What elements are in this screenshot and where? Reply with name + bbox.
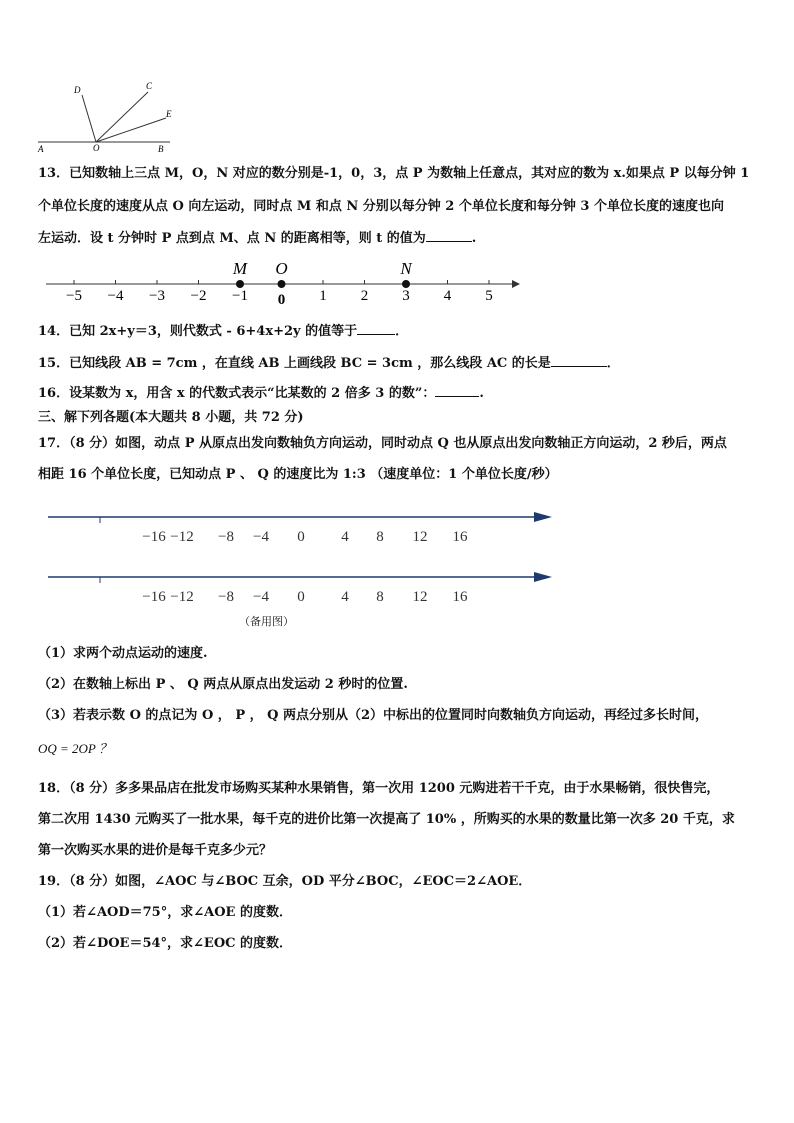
spare-figure-caption: （备用图） (239, 615, 294, 628)
q17-sub3-equation: OQ = 2OP ？ (38, 741, 112, 756)
q14-text: 14．已知 2x+y＝3，则代数式 - 6+4x+2y 的值等于 (38, 324, 358, 339)
tick-label: −16 (142, 589, 166, 605)
tick-label: 2 (360, 288, 369, 304)
tick-label: −12 (170, 529, 194, 545)
section-3-heading: 三、解下列各题(本大题共 8 小题，共 72 分) (38, 410, 304, 425)
q18-line3: 第一次购买水果的进价是每千克多少元？ (38, 843, 273, 858)
q15-suffix: ． (606, 356, 620, 371)
q19-sub2: （2）若∠DOE＝54°，求∠EOC 的度数． (38, 936, 293, 951)
tick-label: 12 (412, 589, 428, 605)
tick-label: 12 (412, 529, 428, 545)
point-label: O (275, 259, 288, 278)
label-d: D (74, 85, 81, 95)
point-label: N (400, 259, 412, 278)
tick-label: −4 (107, 288, 124, 304)
angle-figure (30, 78, 180, 154)
label-b: B (158, 144, 164, 154)
q17-sub3: （3）若表示数 O 的点记为 O ， P ， Q 两点分别从（2）中标出的位置同时向数轴负方向运动，再经过多长时间， (38, 708, 709, 723)
tick-label: 3 (402, 288, 410, 304)
q19-sub1: （1）若∠AOD＝75°，求∠AOE 的度数． (38, 905, 292, 920)
tick-label: 0 (277, 292, 286, 308)
tick-label: 4 (341, 529, 349, 545)
point-n (402, 280, 410, 288)
tick-label: 16 (452, 589, 468, 605)
q19-line1: 19．（8 分）如图，∠AOC 与∠BOC 互余，OD 平分∠BOC，∠EOC＝2∠AOE． (38, 874, 532, 889)
q17-sub2: （2）在数轴上标出 P 、 Q 两点从原点出发运动 2 秒时的位置. (38, 677, 408, 692)
number-line-q17 (46, 508, 556, 552)
q13-line3-suffix: . (471, 231, 477, 246)
q13-line3-text: 左运动．设 t 分钟时 P 点到点 M、点 N 的距离相等，则 t 的值为 (38, 231, 426, 246)
axis-arrow (512, 280, 520, 288)
point-label: M (232, 259, 248, 278)
tick-label: −4 (253, 589, 269, 605)
tick-label: −8 (218, 589, 234, 605)
tick-label: −5 (66, 288, 82, 304)
tick-label: −16 (142, 529, 166, 545)
label-o: O (93, 143, 100, 153)
point-o (278, 280, 286, 288)
q18-line2: 第二次用 1430 元购买了一批水果，每千克的进价比第一次提高了 10% ，所购买的水果的数量比第一次多 20 千克，求 (38, 812, 735, 827)
tick-label: 8 (376, 589, 384, 605)
q13-answer-blank (426, 229, 472, 242)
q16-text: 16．设某数为 x，用含 x 的代数式表示“比某数的 2 倍多 3 的数”： (38, 386, 436, 401)
q14 (38, 322, 758, 341)
label-a: A (38, 144, 44, 154)
q18-line1: 18．（8 分）多多果品店在批发市场购买某种水果销售，第一次用 1200 元购进若干千克，由于水果畅销，很快售完， (38, 781, 720, 796)
label-c: C (146, 81, 153, 91)
tick-label: 0 (297, 589, 305, 605)
tick-label: −8 (218, 529, 234, 545)
axis-arrow (534, 572, 552, 582)
tick-label: −3 (149, 288, 165, 304)
q15-answer-blank (551, 354, 607, 367)
axis-arrow (534, 512, 552, 522)
q14-answer-blank (357, 322, 395, 335)
point-m (236, 280, 244, 288)
q13-line1: 13．已知数轴上三点 M，O，N 对应的数分别是-1，0，3，点 P 为数轴上任意点，其对应的数为 x.如果点 P 以每分钟 1 (38, 166, 750, 181)
q15-text: 15．已知线段 AB = 7cm ，在直线 AB 上画线段 BC = 3cm ，那么线段 AC 的长是 (38, 356, 551, 371)
number-line-q17-spare (46, 568, 556, 612)
tick-label: 4 (443, 288, 452, 304)
tick-label: 1 (319, 288, 327, 304)
q13-line3 (38, 229, 758, 248)
tick-label: 5 (485, 288, 493, 304)
q13-line2: 个单位长度的速度从点 O 向左运动，同时点 M 和点 N 分别以每分钟 2 个单位长度和每分钟 3 个单位长度的速度也向 (38, 199, 724, 214)
tick-label: −2 (190, 288, 207, 304)
tick-label: −1 (232, 288, 248, 304)
tick-label: −12 (170, 589, 194, 605)
q16 (38, 384, 758, 403)
number-line-q13 (38, 256, 528, 308)
q16-answer-blank (435, 384, 479, 397)
q15 (38, 354, 758, 373)
q17-line2: 相距 16 个单位长度，已知动点 P 、 Q 的速度比为 1:3 （速度单位：1 个单位长度/秒） (38, 467, 558, 482)
q17-line1: 17．（8 分）如图，动点 P 从原点出发向数轴负方向运动，同时动点 Q 也从原点出发向数轴正方向运动，2 秒后，两点 (38, 436, 727, 451)
q14-suffix: ． (395, 324, 409, 339)
tick-label: 0 (297, 529, 305, 545)
q16-suffix: . (479, 386, 484, 401)
tick-label: 8 (376, 529, 384, 545)
tick-label: −4 (253, 529, 269, 545)
label-e: E (166, 109, 172, 119)
tick-label: 4 (341, 589, 349, 605)
q17-sub1: （1）求两个动点运动的速度. (38, 646, 208, 661)
tick-label: 16 (452, 529, 468, 545)
